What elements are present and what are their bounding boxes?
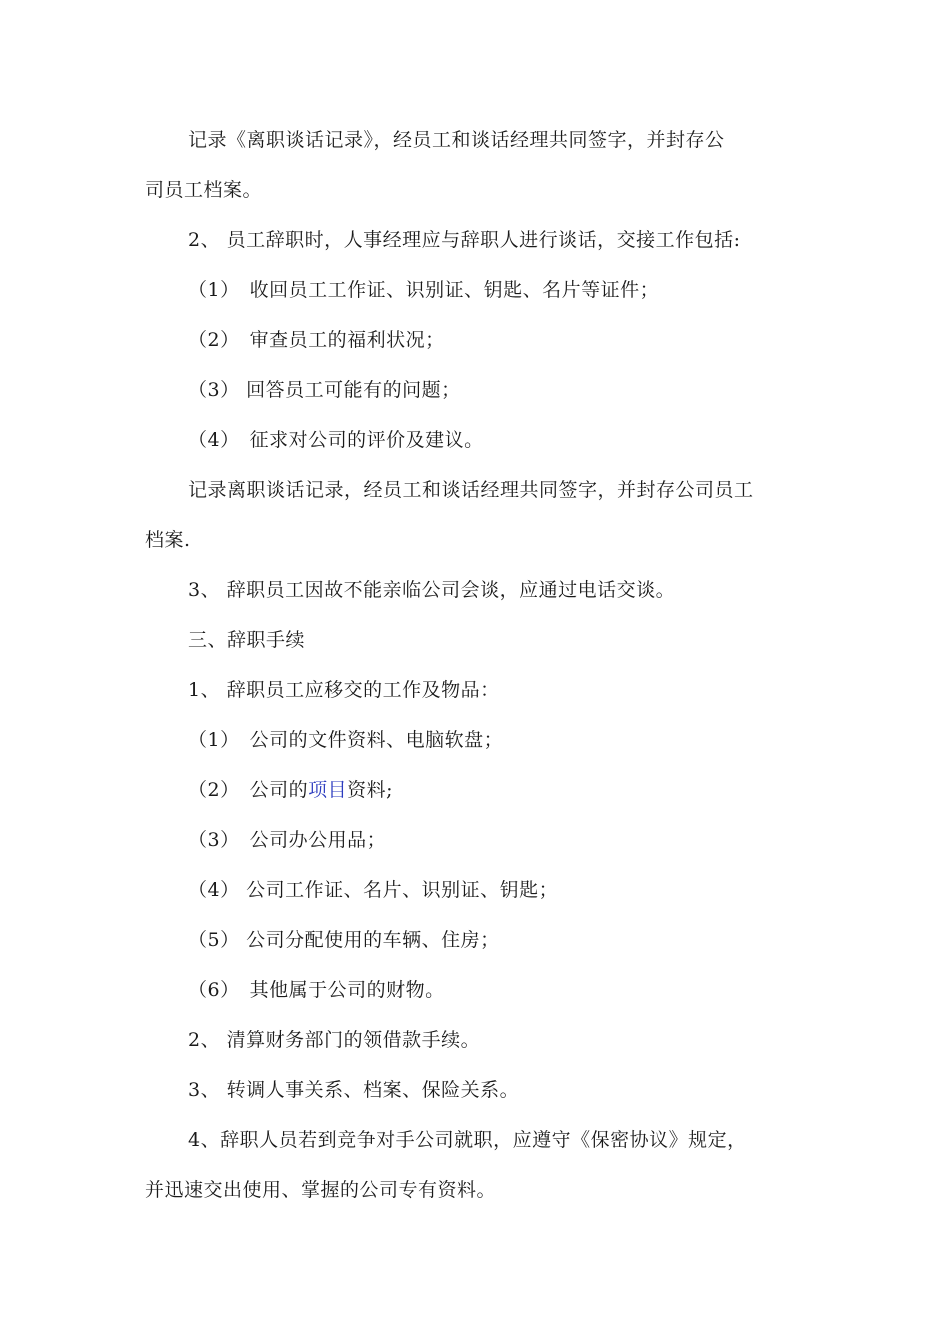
list-item: （6） 其他属于公司的财物。 bbox=[188, 979, 445, 1001]
paragraph-line: 1、 辞职员工应移交的工作及物品： bbox=[188, 679, 500, 701]
project-link[interactable]: 项目 bbox=[308, 779, 348, 801]
paragraph-line: 并迅速交出使用、掌握的公司专有资料。 bbox=[145, 1179, 497, 1201]
list-item: （1） 收回员工工作证、识别证、钥匙、名片等证件； bbox=[188, 279, 660, 301]
list-item: （4） 征求对公司的评价及建议。 bbox=[188, 429, 484, 451]
list-item-suffix: 资料; bbox=[347, 779, 394, 801]
paragraph-line: 记录《离职谈话记录》，经员工和谈话经理共同签字，并封存公 bbox=[188, 129, 725, 151]
list-item: （1） 公司的文件资料、电脑软盘； bbox=[188, 729, 504, 751]
list-item: （3） 公司办公用品； bbox=[188, 829, 387, 851]
paragraph-line: 司员工档案。 bbox=[145, 179, 263, 201]
paragraph-line: 3、 辞职员工因故不能亲临公司会谈，应通过电话交谈。 bbox=[188, 579, 676, 601]
paragraph-line: 档案. bbox=[145, 529, 191, 551]
paragraph-line: 3、 转调人事关系、档案、保险关系。 bbox=[188, 1079, 520, 1101]
list-item: （2） 审查员工的福利状况； bbox=[188, 329, 445, 351]
section-heading: 三、辞职手续 bbox=[188, 629, 306, 651]
paragraph-line: 4、辞职人员若到竞争对手公司就职，应遵守《保密协议》规定， bbox=[188, 1129, 747, 1151]
paragraph-line: 2、 员工辞职时，人事经理应与辞职人进行谈话，交接工作包括: bbox=[188, 229, 741, 251]
list-item: （5） 公司分配使用的车辆、住房； bbox=[188, 929, 500, 951]
paragraph-line: 记录离职谈话记录，经员工和谈话经理共同签字，并封存公司员工 bbox=[188, 479, 754, 501]
paragraph-line: 2、 清算财务部门的领借款手续。 bbox=[188, 1029, 481, 1051]
list-item: （3） 回答员工可能有的问题； bbox=[188, 379, 461, 401]
list-item: （4） 公司工作证、名片、识别证、钥匙； bbox=[188, 879, 559, 901]
list-item-project bbox=[188, 778, 393, 802]
list-item-prefix: （2） 公司的 bbox=[188, 779, 309, 801]
